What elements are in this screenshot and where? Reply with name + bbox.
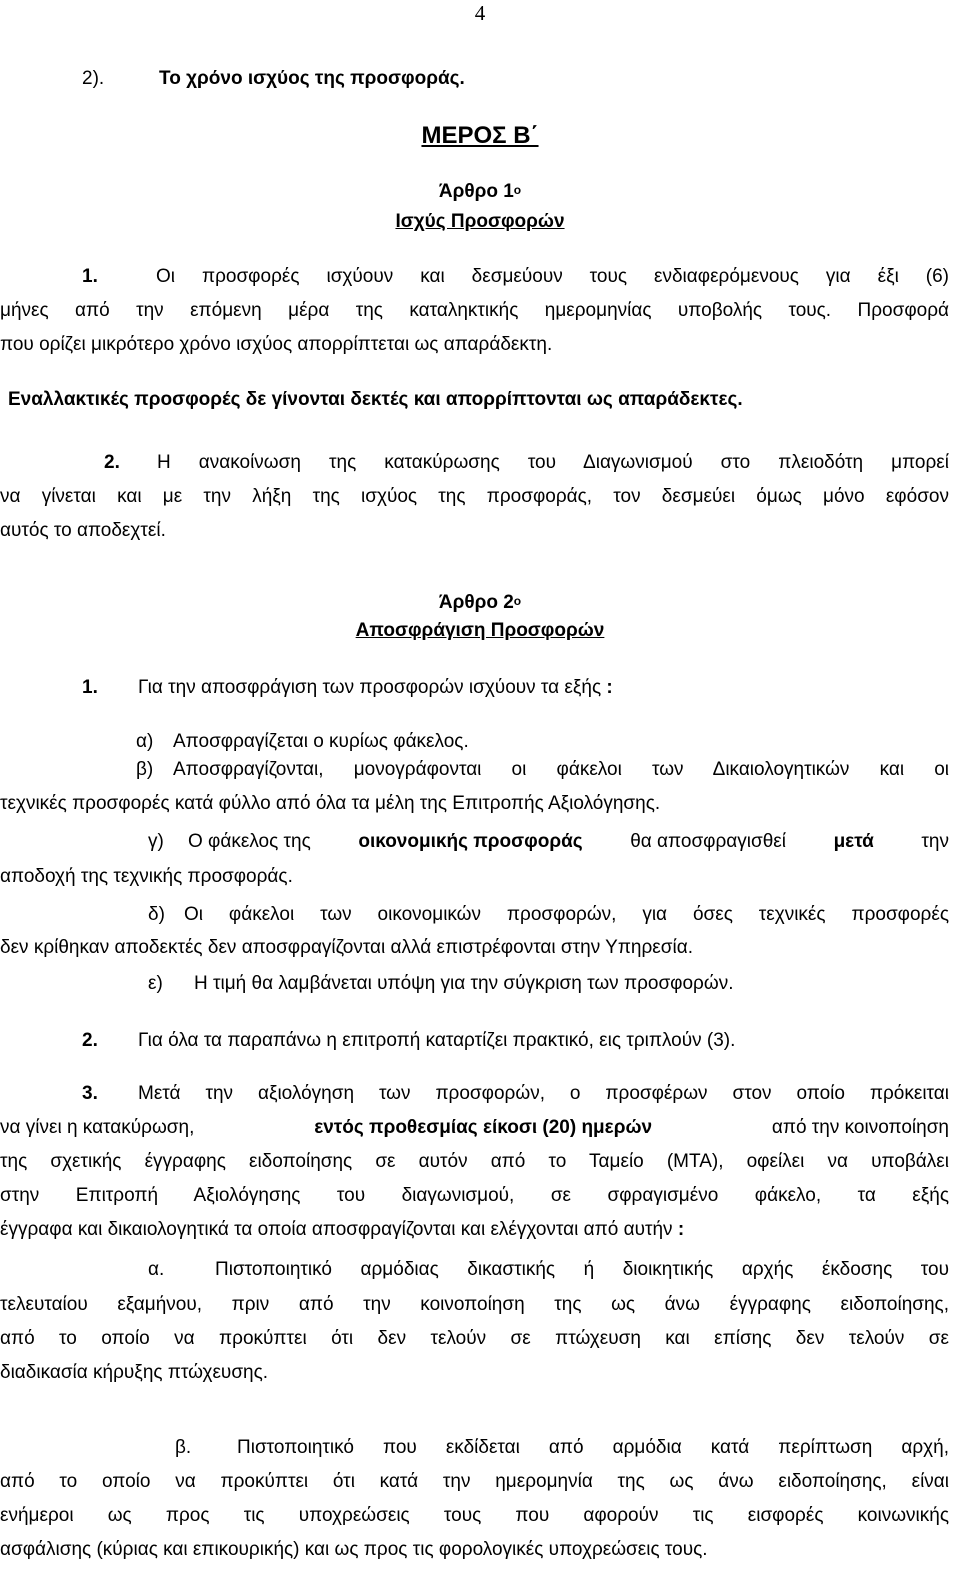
item-a-label: α) bbox=[136, 731, 154, 752]
item-c-bold2: μετά bbox=[833, 831, 874, 852]
article2-p3-number: 3. bbox=[82, 1083, 98, 1104]
item-c-pre: Ο φάκελος της bbox=[188, 831, 311, 852]
item-a-text: Αποσφραγίζεται ο κυρίως φάκελος. bbox=[173, 731, 469, 752]
article2-p2-text: Για όλα τα παραπάνω η επιτροπή καταρτίζει πρακτικό, εις τριπλούν (3). bbox=[138, 1030, 736, 1051]
article2-p2-number: 2. bbox=[82, 1030, 98, 1051]
article2-p3-line5 bbox=[0, 1219, 684, 1241]
item-e-label: ε) bbox=[148, 973, 163, 994]
article1-p2-line2: να γίνεται και με την λήξη της ισχύος της προσφοράς, τον δεσμεύει όμως μόνο εφόσον bbox=[0, 486, 949, 507]
article2-p1-colon: : bbox=[606, 677, 613, 698]
item-d-line1: Οι φάκελοι των οικονομικών προσφορών, για όσες τεχνικές προσφορές bbox=[184, 904, 949, 925]
sub-alpha-line2: τελευταίου εξαμήνου, πριν από την κοινοποίηση της ως άνω έγγραφης ειδοποίησης, bbox=[0, 1294, 949, 1315]
article1-heading bbox=[0, 181, 960, 203]
item-c-line2: αποδοχή της τεχνικής προσφοράς. bbox=[0, 866, 293, 887]
sub-alpha-line1: Πιστοποιητικό αρμόδιας δικαστικής ή διοικητικής αρχής έκδοσης του bbox=[215, 1259, 949, 1280]
item-e-text: Η τιμή θα λαμβάνεται υπόψη για την σύγκριση των προσφορών. bbox=[194, 973, 734, 994]
sub-beta-label: β. bbox=[175, 1437, 192, 1458]
page-number: 4 bbox=[474, 1, 486, 25]
sub-alpha-line4: διαδικασία κήρυξης πτώχευσης. bbox=[0, 1362, 269, 1383]
article2-p1-text bbox=[138, 677, 613, 699]
item-c-mid: θα αποσφραγισθεί bbox=[630, 831, 786, 852]
article1-p2-number: 2. bbox=[104, 452, 120, 473]
article1-p1-line3: που ορίζει μικρότερο χρόνο ισχύος απορρίπτεται ως απαράδεκτη. bbox=[0, 334, 553, 355]
sub-beta-line2: από το οποίο να προκύπτει ότι κατά την ημερομηνία της ως άνω ειδοποίησης, είναι bbox=[0, 1471, 949, 1492]
article2-title: Αποσφράγιση Προσφορών bbox=[355, 620, 605, 641]
item-c-post: την bbox=[921, 831, 949, 852]
article1-p1-line1: Οι προσφορές ισχύουν και δεσμεύουν τους ενδιαφερόμενους για έξι (6) bbox=[156, 266, 949, 287]
article1-heading-prefix: Άρθρο 1 bbox=[438, 181, 514, 202]
intro-line-text: Το χρόνο ισχύος της προσφοράς. bbox=[159, 68, 465, 89]
article2-p3-line5-text: έγγραφα και δικαιολογητικά τα οποία αποσφραγίζονται και ελέγχονται από αυτήν bbox=[0, 1219, 673, 1240]
article2-p3-line2-bold: εντός προθεσμίας είκοσι (20) ημερών bbox=[314, 1117, 653, 1138]
item-c-line1 bbox=[188, 831, 949, 853]
article2-p3-line1: Μετά την αξιολόγηση των προσφορών, ο προσφέρων στον οποίο πρόκειται bbox=[138, 1083, 949, 1104]
item-b-line1: Αποσφραγίζονται, μονογράφονται οι φάκελοι των Δικαιολογητικών και οι bbox=[173, 759, 949, 780]
item-c-label: γ) bbox=[148, 831, 164, 852]
sub-alpha-line3: από το οποίο να προκύπτει ότι δεν τελούν σε πτώχευση και επίσης δεν τελούν σε bbox=[0, 1328, 949, 1349]
article2-p3-line2-pre: να γίνει η κατακύρωση, bbox=[0, 1117, 195, 1138]
article2-p3-colon: : bbox=[677, 1219, 685, 1240]
part-title: ΜΕΡΟΣ Β΄ bbox=[421, 122, 539, 149]
article1-title: Ισχύς Προσφορών bbox=[395, 211, 565, 232]
article2-heading-sup: ο bbox=[513, 594, 522, 608]
article2-p3-line2-post: από την κοινοποίηση bbox=[771, 1117, 949, 1138]
article1-p1-number: 1. bbox=[82, 266, 98, 287]
article2-heading-prefix: Άρθρο 2 bbox=[438, 592, 514, 613]
item-d-label: δ) bbox=[148, 904, 165, 925]
item-d-line2: δεν κρίθηκαν αποδεκτές δεν αποσφραγίζονται αλλά επιστρέφονται στην Υπηρεσία. bbox=[0, 937, 693, 958]
sub-beta-line4: ασφάλισης (κύριας και επικουρικής) και ως προς τις φορολογικές υποχρεώσεις τους. bbox=[0, 1539, 708, 1560]
article1-alternatives: Εναλλακτικές προσφορές δε γίνονται δεκτές και απορρίπτονται ως απαράδεκτες. bbox=[8, 389, 743, 410]
article2-p3-line3: της σχετικής έγγραφης ειδοποίησης σε αυτόν από το Ταμείο (ΜΤΑ), οφείλει να υποβάλει bbox=[0, 1151, 949, 1172]
article2-p3-line4: στην Επιτροπή Αξιολόγησης του διαγωνισμού, σε σφραγισμένο φάκελο, τα εξής bbox=[0, 1185, 949, 1206]
article2-p1-text-main: Για την αποσφράγιση των προσφορών ισχύουν τα εξής bbox=[138, 677, 602, 698]
article2-heading bbox=[0, 592, 960, 614]
article2-p3-line2 bbox=[0, 1117, 949, 1139]
intro-line-number: 2). bbox=[82, 68, 105, 89]
item-c-bold1: οικονομικής προσφοράς bbox=[358, 831, 583, 852]
article2-p1-number: 1. bbox=[82, 677, 98, 698]
sub-beta-line1: Πιστοποιητικό που εκδίδεται από αρμόδια κατά περίπτωση αρχή, bbox=[237, 1437, 949, 1458]
item-b-label: β) bbox=[136, 759, 154, 780]
item-b-line2: τεχνικές προσφορές κατά φύλλο από όλα τα μέλη της Επιτροπής Αξιολόγησης. bbox=[0, 793, 661, 814]
article1-p2-line3: αυτός το αποδεχτεί. bbox=[0, 520, 166, 541]
sub-alpha-label: α. bbox=[148, 1259, 165, 1280]
article1-p1-line2: μήνες από την επόμενη μέρα της καταληκτικής ημερομηνίας υποβολής τους. Προσφορά bbox=[0, 300, 949, 321]
article1-heading-sup: ο bbox=[513, 183, 522, 197]
sub-beta-line3: ενήμεροι ως προς τις υποχρεώσεις τους που αφορούν τις εισφορές κοινωνικής bbox=[0, 1505, 949, 1526]
article1-p2-line1: Η ανακοίνωση της κατακύρωσης του Διαγωνισμού στο πλειοδότη μπορεί bbox=[157, 452, 949, 473]
